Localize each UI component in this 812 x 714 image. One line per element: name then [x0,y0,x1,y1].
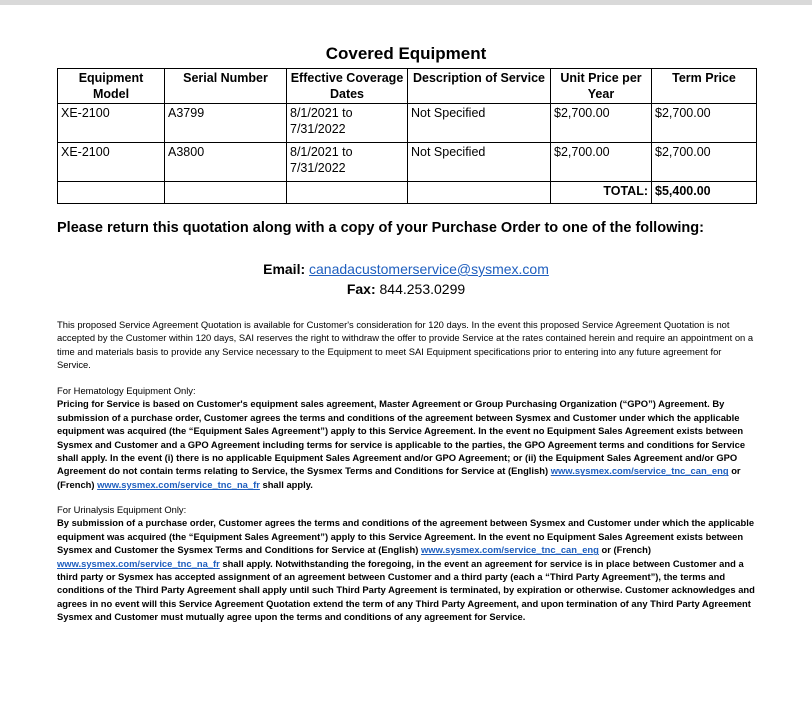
email-line [0,261,812,277]
fax-number: 844.253.0299 [379,281,466,297]
empty-cell [287,182,408,204]
table-row [58,104,757,143]
link-english-terms[interactable]: www.sysmex.com/service_tnc_can_eng [421,544,599,556]
urinalysis-heading: For Urinalysis Equipment Only: [57,504,187,515]
link-french-terms[interactable]: www.sysmex.com/service_tnc_na_fr [97,478,260,490]
hematology-tail-text: shall apply. [262,478,313,490]
total-value: $5,400.00 [652,182,757,204]
link-french-terms[interactable]: www.sysmex.com/service_tnc_na_fr [57,557,220,569]
column-header: Unit Price per Year [551,69,652,104]
fax-line [0,281,812,297]
urinalysis-section [57,503,757,624]
hematology-heading: For Hematology Equipment Only: [57,385,196,396]
covered-equipment-table [57,68,757,204]
cell-term-price: $2,700.00 [652,143,757,182]
cell-dates: 8/1/2021 to 7/31/2022 [287,143,408,182]
cell-serial: A3799 [165,104,287,143]
column-header: Serial Number [165,69,287,104]
cell-term-price: $2,700.00 [652,104,757,143]
empty-cell [408,182,551,204]
urinalysis-body [57,516,757,623]
cell-description: Not Specified [408,104,551,143]
empty-cell [58,182,165,204]
cell-serial: A3800 [165,143,287,182]
cell-model: XE-2100 [58,143,165,182]
page-title: Covered Equipment [325,44,487,63]
column-header: Description of Service [408,69,551,104]
table-header-row [58,69,757,104]
cell-dates: 8/1/2021 to 7/31/2022 [287,104,408,143]
total-label: TOTAL: [551,182,652,204]
return-instructions: Please return this quotation along with a copy of your Purchase Order to one of the following: [57,220,704,236]
link-english-terms[interactable]: www.sysmex.com/service_tnc_can_eng [550,465,729,477]
total-row [58,182,757,204]
cell-unit-price: $2,700.00 [551,143,652,182]
intro-paragraph: This proposed Service Agreement Quotation is available for Customer's consideration for 120 days. In the event this proposed Service Agreement Quotation is not accepted by the Customer within 120 days, SAI reserves the right to withdraw the offer to provide Service at the rates contained herein and require an appointment on a time and materials basis to provide any Service necessary to the Equipment to meet SAI Equipment specifications prior to entering into any future agreement for Service. [57,319,754,371]
empty-cell [165,182,287,204]
email-label: Email: [263,261,306,277]
urinalysis-tail-text: shall apply. Notwithstanding the foregoing, in the event an agreement for service is in place between Customer and a third party or Sysmex has accepted assignment of an agreement between Customer and a third party (each a “Third Party Agreement”), the terms and conditions of the Third Party Agreement shall apply until such Third Party Agreement is terminated, by expiration or otherwise. Customer acknowledges and agrees in no event will this Service Agreement Quotation extend the term of any Third Party Agreement, and upon termination of any Third Party Agreement Sysmex and Customer must mutually agree upon the terms and conditions of any agreement for Service. [57,557,755,623]
table-row [58,143,757,182]
cell-model: XE-2100 [58,104,165,143]
column-header: Equipment Model [58,69,165,104]
urinalysis-text: By submission of a purchase order, Customer agrees the terms and conditions of the agreement between Sysmex and Customer under which the applicable equipment was acquired (the “Equipment Sales Agreement”) apply to this Service Agreement. In the event no Equipment Sales Agreement exists between Sysmex and Customer the Sysmex Terms and Conditions for Service at (English) [57,517,755,556]
cell-unit-price: $2,700.00 [551,104,652,143]
hematology-mid-text: or (French) [57,465,741,490]
hematology-section [57,384,757,491]
fax-label: Fax: [346,281,376,297]
top-bar [0,0,812,5]
hematology-body [57,397,757,491]
column-header: Term Price [652,69,757,104]
email-link[interactable]: canadacustomerservice@sysmex.com [309,261,549,277]
hematology-text: Pricing for Service is based on Customer's equipment sales agreement, Master Agreement or Group Purchasing Organization (“GPO”) Agreement. By submission of a purchase order, Customer agrees the terms and conditions of the agreement between Sysmex and Customer under which the applicable equipment was acquired (the “Equipment Sales Agreement”) apply to this Service Agreement. In the event no Equipment Sales Agreement exists between Sysmex and Customer and a GPO Agreement including terms for service is applicable to the parties, the GPO Agreement terms and conditions for Service shall apply. In the event (i) there is no applicable Equipment Sales Agreement and/or GPO Agreement; or (ii) the Equipment Sales Agreement and/or GPO Agreement do not contain terms relating to Service, the Sysmex Terms and Conditions for Service at (English) [57,398,746,477]
column-header: Effective Coverage Dates [287,69,408,104]
cell-description: Not Specified [408,143,551,182]
urinalysis-mid-text: or (French) [601,544,651,556]
